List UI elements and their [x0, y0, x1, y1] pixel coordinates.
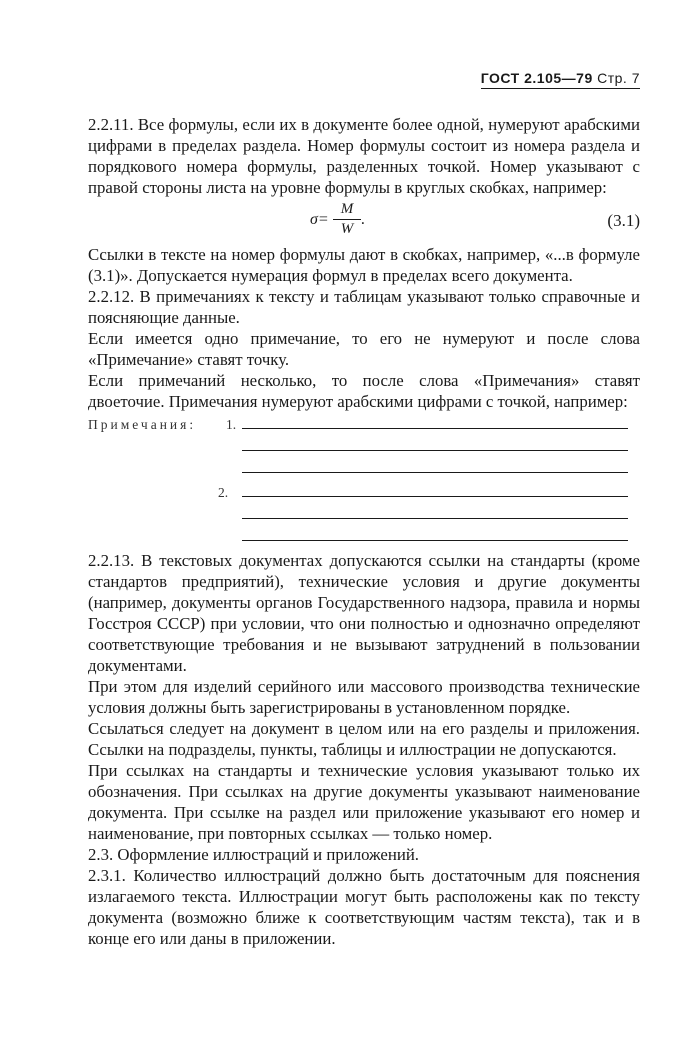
- paragraph-2-2-12: 2.2.12. В примечаниях к тексту и таблицам указывают только справочные и поясняющие данные.: [88, 287, 640, 327]
- document-body: [88, 114, 640, 949]
- formula-block: [88, 198, 640, 244]
- formula-numerator: M: [333, 200, 362, 220]
- page-header: [481, 70, 640, 89]
- paragraph-single-note: Если имеется одно примечание, то его не нумеруют и после слова «Примечание» ставят точку.: [88, 329, 640, 369]
- note-line: [242, 472, 628, 473]
- formula-end: .: [361, 210, 366, 228]
- formula: [310, 200, 365, 238]
- document-page: [88, 62, 640, 1002]
- paragraph-references-designation: При ссылках на стандарты и технические условия указывают только их обозначения. При ссылках на другие документы указывают наименование документа. При ссылке на раздел или приложение указывают его номер и наименование, при повторных ссылках — только номер.: [88, 761, 640, 843]
- paragraph-2-2-13: 2.2.13. В текстовых документах допускаются ссылки на стандарты (кроме стандартов предприятий), технические условия и другие документы (например, документы органов Государственного надзора, правила и нормы Госстроя СССР) при условии, что они полностью и однозначно определяют соответствующие требования и не вызывают затруднений в пользовании документами.: [88, 551, 640, 675]
- formula-fraction: [333, 200, 362, 238]
- standard-designation: ГОСТ 2.105—79: [480, 70, 593, 86]
- formula-denominator: W: [340, 221, 354, 237]
- page-number: Стр. 7: [597, 70, 640, 86]
- paragraph-formula-refs: Ссылки в тексте на номер формулы дают в скобках, например, «...в формуле (3.1)». Допускается нумерация формул в пределах всего документа.: [88, 245, 640, 285]
- notes-label: Примечания:: [88, 417, 197, 432]
- paragraph-references-scope: Ссылаться следует на документ в целом или на его разделы и приложения. Ссылки на подразделы, пункты, таблицы и иллюстрации не допускаются.: [88, 719, 640, 759]
- formula-lhs: σ=: [310, 210, 329, 228]
- note-line: [242, 518, 628, 519]
- note-line: [242, 496, 628, 497]
- note-number-1: 1.: [226, 417, 237, 432]
- paragraph-serial-production: При этом для изделий серийного или массового производства технические условия должны быть зарегистрированы в установленном порядке.: [88, 677, 640, 717]
- paragraph-2-3-1: 2.3.1. Количество иллюстраций должно быть достаточным для пояснения излагаемого текста. Иллюстрации могут быть расположены как по тексту документа (возможно ближе к соответствующим частям текста), так и в конце его или даны в приложении.: [88, 866, 640, 948]
- paragraph-multiple-notes: Если примечаний несколько, то после слова «Примечания» ставят двоеточие. Примечания нумеруют арабскими цифрами с точкой, например:: [88, 371, 640, 411]
- section-heading-2-3: 2.3. Оформление иллюстраций и приложений.: [88, 845, 419, 864]
- note-number-2: 2.: [218, 485, 229, 500]
- formula-number: (3.1): [607, 211, 640, 230]
- note-line: [242, 450, 628, 451]
- note-line: [242, 540, 628, 541]
- note-line: [242, 428, 628, 429]
- notes-example: [88, 414, 640, 544]
- paragraph-2-2-11: 2.2.11. Все формулы, если их в документе более одной, нумеруют арабскими цифрами в пределах раздела. Номер формулы состоит из номера раздела и порядкового номера формулы, разделенных точкой. Номер указывают с правой стороны листа на уровне формулы в круглых скобках, например:: [88, 115, 640, 197]
